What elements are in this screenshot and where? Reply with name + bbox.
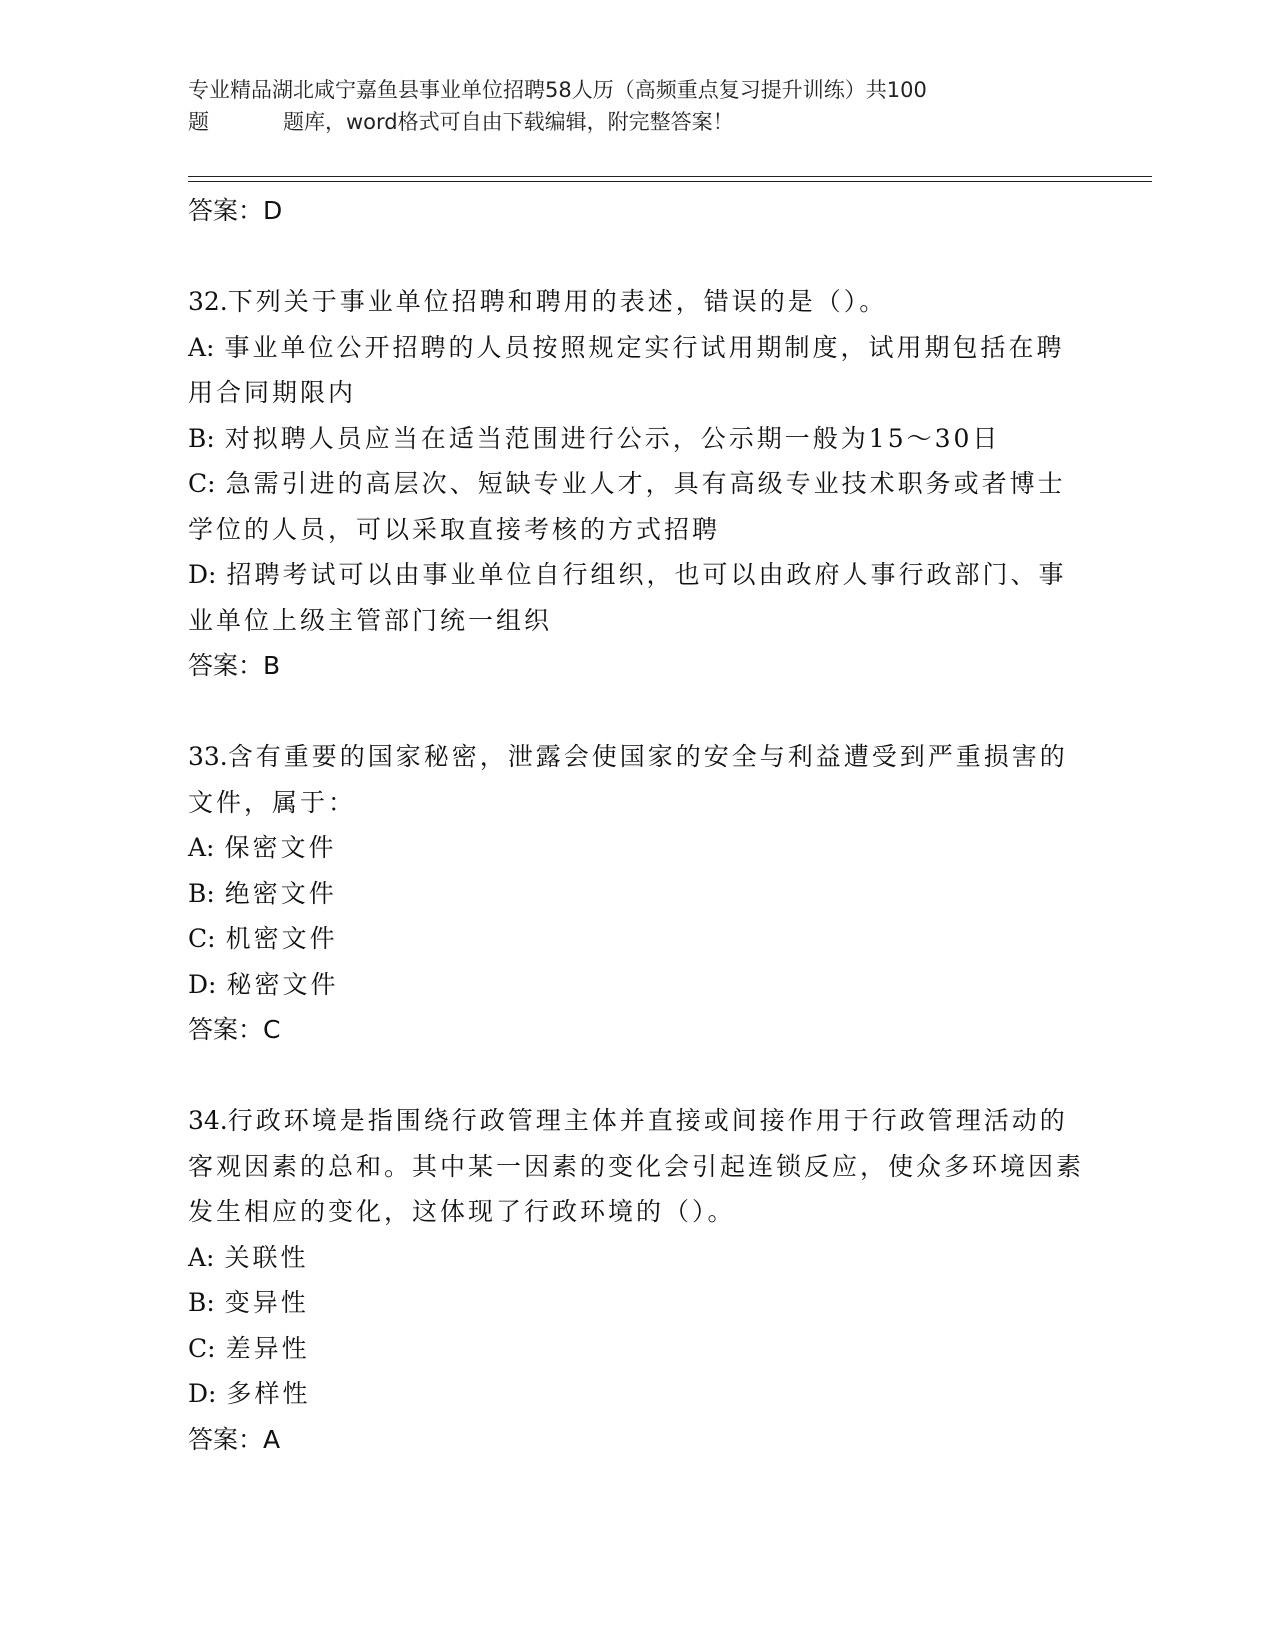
option-key: B: — [188, 1288, 215, 1317]
option-d — [188, 552, 1088, 643]
header-divider — [188, 181, 1152, 182]
header-title-fragment: 题 — [188, 110, 209, 134]
option-text: 事业单位公开招聘的人员按照规定实行试用期制度，试用期包括在聘用合同期限内 — [188, 332, 1065, 407]
question-stem: 下列关于事业单位招聘和聘用的表述，错误的是（）。 — [227, 287, 888, 316]
option-key: D: — [188, 560, 217, 589]
option-key: A: — [188, 1242, 215, 1272]
option-key: A: — [188, 833, 215, 862]
option-key: B: — [188, 878, 215, 908]
option-a — [188, 1235, 1088, 1281]
answer-line: 答案：A — [188, 1424, 281, 1454]
question-34 — [188, 1098, 1088, 1462]
option-text: 机密文件 — [225, 924, 338, 953]
option-text: 绝密文件 — [224, 878, 337, 908]
header-divider — [188, 176, 1152, 177]
header-title-line-1: 专业精品湖北咸宁嘉鱼县事业单位招聘58人历（高频重点复习提升训练）共100 — [188, 78, 927, 102]
option-key: B: — [188, 423, 215, 453]
question-text — [188, 1098, 1088, 1235]
answer-line: 答案：C — [188, 1015, 281, 1044]
question-number: 34. — [188, 1106, 228, 1135]
option-text: 关联性 — [224, 1242, 309, 1272]
answer-line: 答案：D — [188, 196, 283, 225]
option-key: D: — [188, 969, 217, 999]
question-number: 32. — [188, 287, 228, 316]
option-text: 多样性 — [226, 1379, 311, 1408]
option-text: 变异性 — [224, 1288, 309, 1317]
question-text — [188, 734, 1088, 825]
option-a — [188, 325, 1088, 416]
option-a — [188, 825, 1088, 871]
question-stem: 含有重要的国家秘密，泄露会使国家的安全与利益遭受到严重损害的文件，属于： — [188, 742, 1068, 817]
option-text: 招聘考试可以由事业单位自行组织，也可以由政府人事行政部门、事业单位上级主管部门统一组织 — [188, 560, 1067, 635]
option-text: 急需引进的高层次、短缺专业人才，具有高级专业技术职务或者博士学位的人员，可以采取直接考核的方式招聘 — [188, 469, 1066, 544]
question-32 — [188, 279, 1088, 688]
header-title-line-2 — [188, 106, 1088, 138]
question-text — [188, 279, 1088, 325]
option-c — [188, 916, 1088, 962]
option-b — [188, 416, 1088, 462]
option-b — [188, 871, 1088, 917]
option-key: D: — [188, 1379, 217, 1408]
option-text: 差异性 — [225, 1333, 310, 1363]
question-stem: 行政环境是指围绕行政管理主体并直接或间接作用于行政管理活动的客观因素的总和。其中某一因素的变化会引起连锁反应，使众多环境因素发生相应的变化，这体现了行政环境的（）。 — [188, 1106, 1085, 1226]
option-d — [188, 1371, 1088, 1417]
answer-line: 答案：B — [188, 651, 281, 680]
option-c — [188, 1326, 1088, 1372]
option-key: A: — [188, 332, 215, 362]
option-d — [188, 962, 1088, 1008]
question-list — [188, 188, 1088, 1462]
option-key: C: — [188, 1333, 216, 1363]
option-text: 保密文件 — [224, 833, 337, 862]
header-title-fragment: 题库，word格式可自由下载编辑，附完整答案！ — [283, 110, 734, 134]
document-header — [188, 74, 1088, 138]
question-number: 33. — [188, 742, 228, 771]
option-text: 对拟聘人员应当在适当范围进行公示，公示期一般为15～30日 — [224, 423, 1001, 453]
option-key: C: — [188, 924, 216, 953]
option-b — [188, 1280, 1088, 1326]
option-key: C: — [188, 469, 216, 498]
question-33 — [188, 734, 1088, 1052]
option-c — [188, 461, 1088, 552]
option-text: 秘密文件 — [226, 969, 339, 999]
